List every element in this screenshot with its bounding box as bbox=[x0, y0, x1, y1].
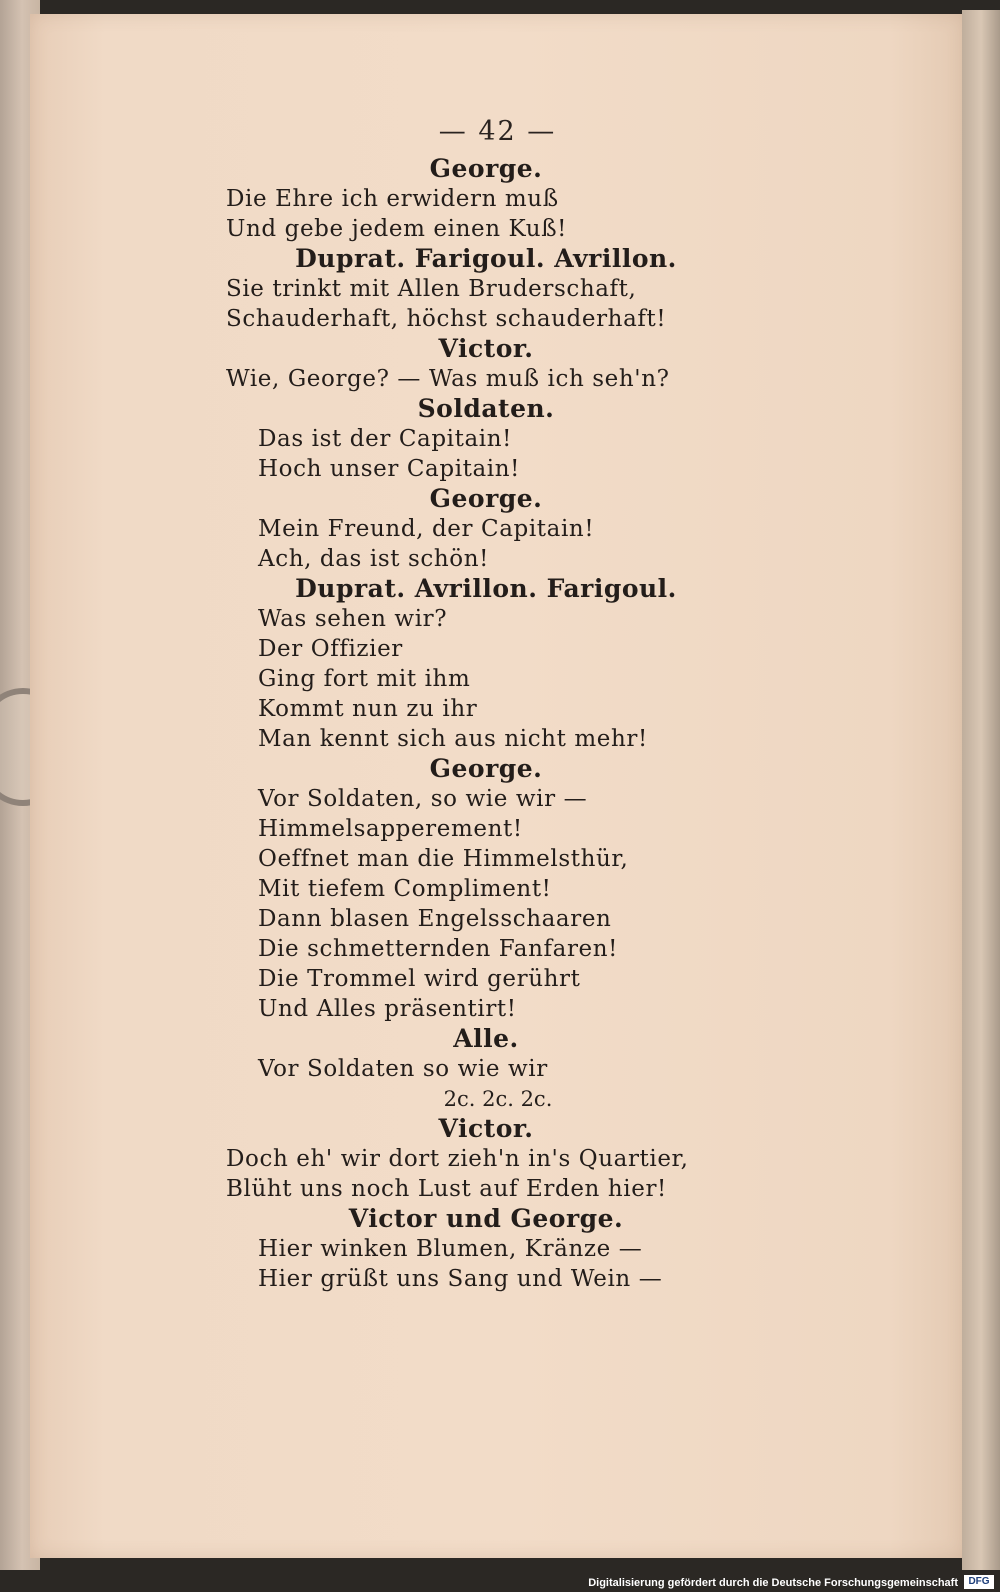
page-number: — 42 — bbox=[438, 116, 557, 147]
verse-line: Das ist der Capitain! bbox=[258, 426, 512, 452]
speaker-heading: George. bbox=[429, 484, 543, 513]
verse-line: Der Offizier bbox=[258, 636, 403, 662]
verse-line: Die Ehre ich erwidern muß bbox=[226, 186, 559, 212]
verse-line: Mit tiefem Compliment! bbox=[258, 876, 552, 902]
speaker-heading: Soldaten. bbox=[417, 394, 555, 423]
verse-line: Die schmetternden Fanfaren! bbox=[258, 936, 619, 962]
verse-line: Wie, George? — Was muß ich seh'n? bbox=[226, 366, 670, 392]
verse-line: Himmelsapperement! bbox=[258, 816, 523, 842]
verse-line: Vor Soldaten, so wie wir — bbox=[258, 786, 588, 812]
verse-line: Hier grüßt uns Sang und Wein — bbox=[258, 1266, 663, 1292]
speaker-heading: Victor. bbox=[438, 334, 534, 363]
verse-line: Doch eh' wir dort zieh'n in's Quartier, bbox=[226, 1146, 689, 1172]
speaker-heading: George. bbox=[429, 154, 543, 183]
verse-line: Dann blasen Engelsschaaren bbox=[258, 906, 612, 932]
speaker-heading: George. bbox=[429, 754, 543, 783]
verse-line: Kommt nun zu ihr bbox=[258, 696, 478, 722]
verse-line: Und gebe jedem einen Kuß! bbox=[226, 216, 568, 242]
dfg-logo: DFG bbox=[964, 1575, 994, 1589]
verse-line: Und Alles präsentirt! bbox=[258, 996, 517, 1022]
speaker-heading: Victor und George. bbox=[348, 1204, 624, 1233]
verse-line: Hier winken Blumen, Kränze — bbox=[258, 1236, 643, 1262]
verse-line: Ach, das ist schön! bbox=[258, 546, 489, 572]
verse-line: Oeffnet man die Himmelsthür, bbox=[258, 846, 629, 872]
verse-line: Sie trinkt mit Allen Bruderschaft, bbox=[226, 276, 637, 302]
speaker-heading: Duprat. Farigoul. Avrillon. bbox=[295, 244, 677, 273]
libretto-text bbox=[226, 154, 746, 1294]
verse-line: Die Trommel wird gerührt bbox=[258, 966, 581, 992]
footer-bar bbox=[0, 1570, 1000, 1592]
speaker-heading: Victor. bbox=[438, 1114, 534, 1143]
verse-line: Was sehen wir? bbox=[258, 606, 448, 632]
book-cover-right bbox=[962, 10, 1000, 1570]
verse-line: Hoch unser Capitain! bbox=[258, 456, 521, 482]
digitization-credit: Digitalisierung gefördert durch die Deutsche Forschungsgemeinschaft bbox=[588, 1577, 958, 1589]
verse-line: Vor Soldaten so wie wir bbox=[258, 1056, 548, 1082]
verse-line: Blüht uns noch Lust auf Erden hier! bbox=[226, 1176, 667, 1202]
verse-line: Mein Freund, der Capitain! bbox=[258, 516, 595, 542]
verse-line: Schauderhaft, höchst schauderhaft! bbox=[226, 306, 667, 332]
speaker-heading: Alle. bbox=[453, 1024, 519, 1053]
speaker-heading: Duprat. Avrillon. Farigoul. bbox=[295, 574, 677, 603]
verse-line: Man kennt sich aus nicht mehr! bbox=[258, 726, 648, 752]
verse-line: Ging fort mit ihm bbox=[258, 666, 471, 692]
etc-marker: 2c. 2c. 2c. bbox=[443, 1087, 553, 1111]
